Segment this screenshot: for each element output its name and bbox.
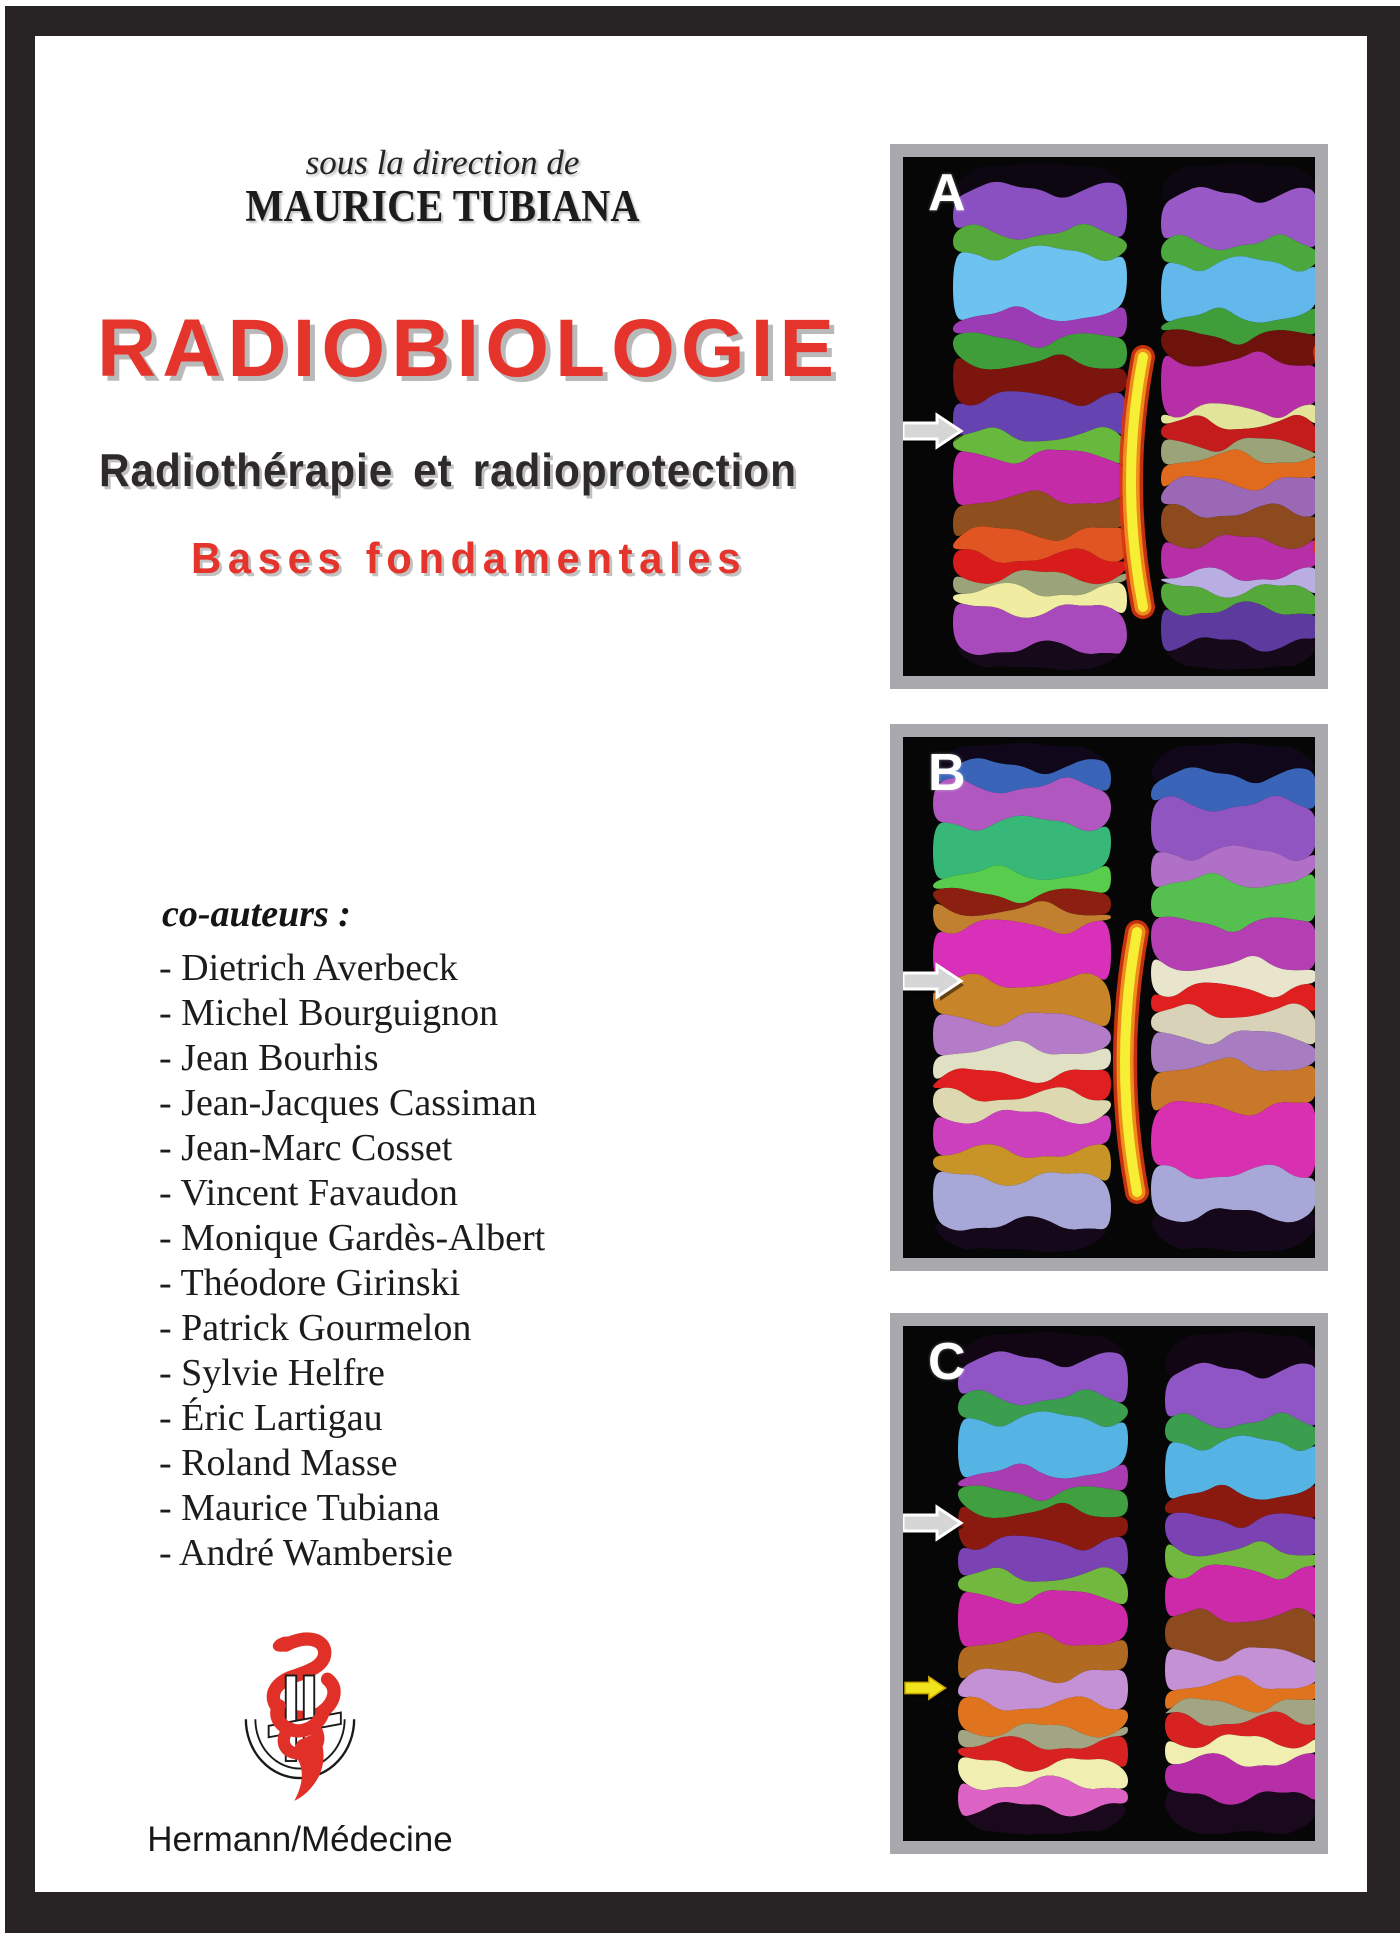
panel-a-label: A [928,164,966,222]
coauthor-item: - Monique Gardès-Albert [159,1217,546,1259]
direction-line: sous la direction de [305,143,580,182]
coauthor-item: - Jean Bourhis [159,1037,379,1079]
publisher-block [130,1628,470,1860]
coauthor-item: - Éric Lartigau [159,1397,383,1439]
coauthor-item: - Patrick Gourmelon [159,1307,472,1349]
figure-panel-a [890,144,1328,689]
panel-c-label: C [928,1333,966,1391]
coauthor-item: - Dietrich Averbeck [159,947,458,989]
coauthor-item: - Sylvie Helfre [159,1352,385,1394]
coauthor-item: - Michel Bourguignon [159,992,499,1034]
book-subtitle: Radiothérapie et radioprotection [99,444,797,496]
coauthor-item: - Vincent Favaudon [159,1172,458,1214]
editor-name: MAURICE TUBIANA [245,181,640,231]
book-title: RADIOBIOLOGIE [97,303,841,394]
coauthors-list [159,946,545,1576]
coauthor-item: - Jean-Marc Cosset [159,1127,453,1169]
coauthor-item: - Roland Masse [159,1442,398,1484]
panel-b-label: B [928,744,966,802]
coauthors-heading: co-auteurs : [162,893,351,935]
cover-border-frame [5,6,1400,1933]
coauthor-item: - Jean-Jacques Cassiman [159,1082,537,1124]
hermann-serpent-staff-logo-icon [225,1628,375,1818]
figure-panel-b [890,724,1328,1271]
figure-panel-c [890,1313,1328,1854]
coauthor-item: - Théodore Girinski [159,1262,461,1304]
panel-b-chromosome-image [903,737,1315,1258]
panel-c-chromosome-image [903,1326,1315,1841]
chromosome-figure [890,144,1328,1854]
panel-a-chromosome-image [903,157,1315,676]
publisher-name: Hermann/Médecine [147,1820,453,1859]
book-tagline: Bases fondamentales [191,534,748,583]
coauthor-item: - Maurice Tubiana [159,1487,440,1529]
coauthor-item: - André Wambersie [159,1532,453,1574]
